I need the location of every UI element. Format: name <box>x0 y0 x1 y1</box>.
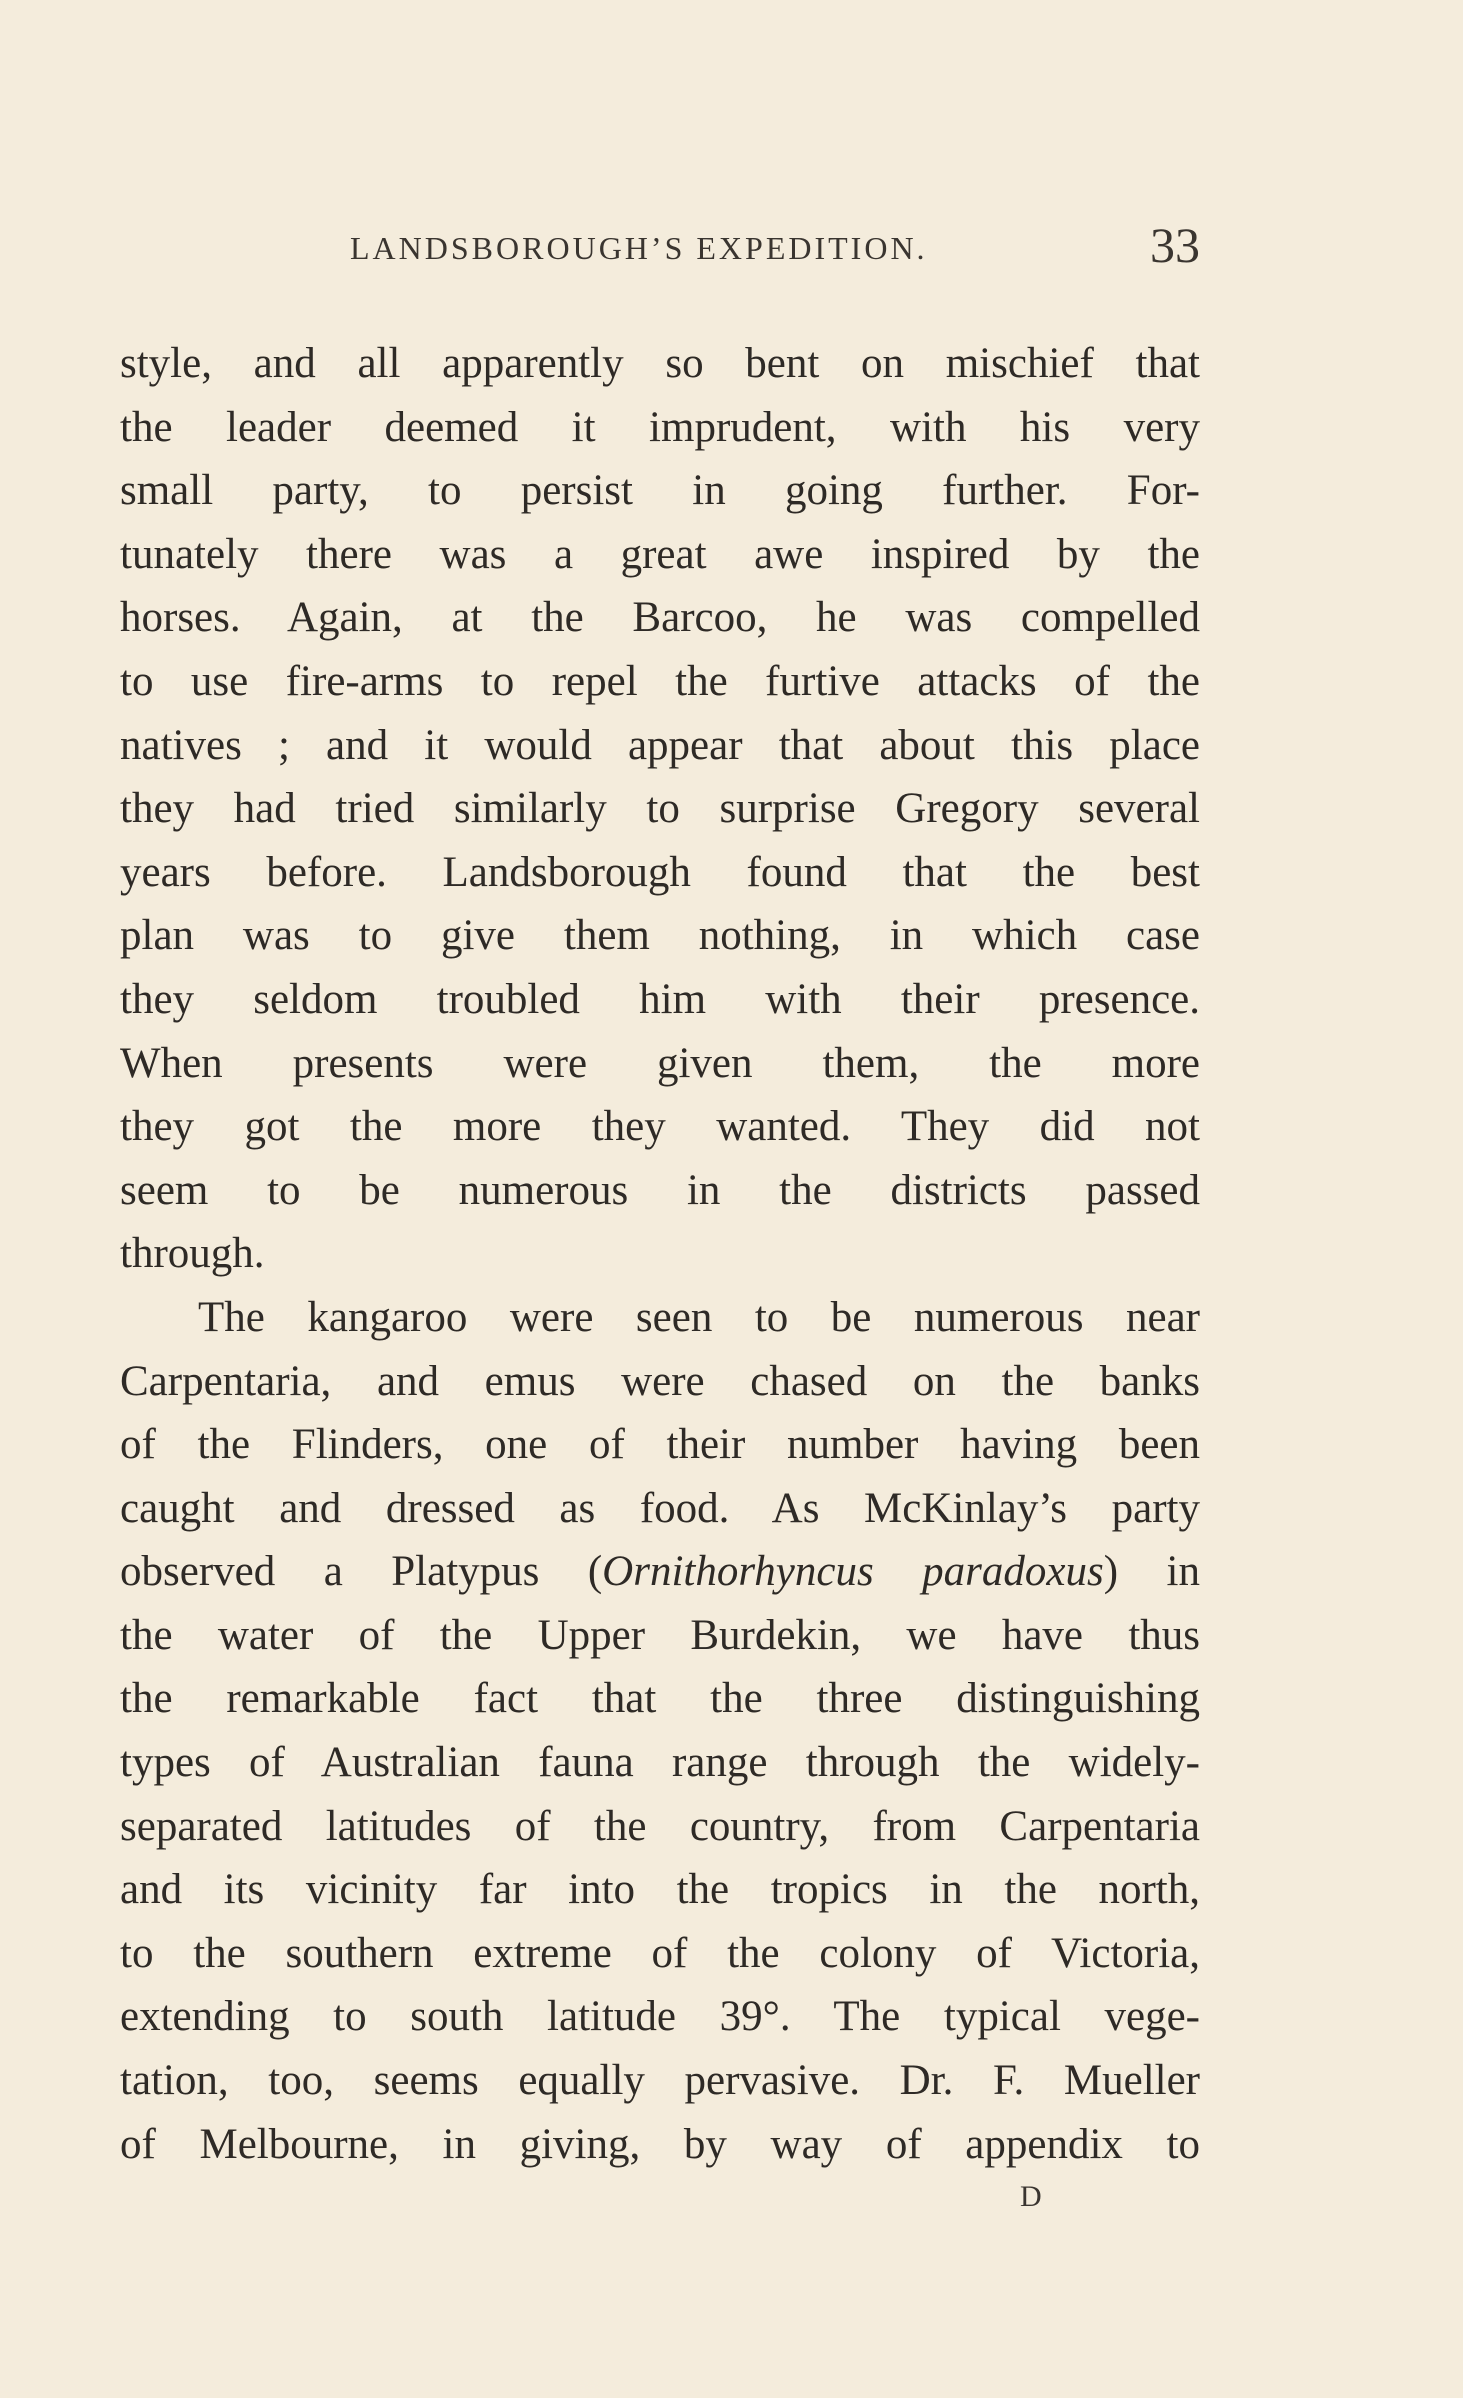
paragraph-1 <box>120 332 1200 1286</box>
text-line <box>120 1540 1200 1604</box>
species-name: Ornithorhyncus paradoxus <box>602 1548 1104 1596</box>
text-line: through. <box>120 1230 265 1278</box>
body-text <box>120 332 1200 2176</box>
text-line: they had tried similarly to surprise Gregory several <box>120 785 1200 833</box>
text-line: style, and all apparently so bent on mischief that <box>120 340 1200 387</box>
text-line: separated latitudes of the country, from Carpentaria <box>120 1802 1200 1850</box>
signature-mark: D <box>1020 2180 1044 2213</box>
text-line: types of Australian fauna range through the widely- <box>120 1739 1200 1787</box>
text-line: of the Flinders, one of their number having been <box>120 1421 1200 1469</box>
text-line: the remarkable fact that the three distinguishing <box>120 1675 1200 1723</box>
text-line: to the southern extreme of the colony of Victoria, <box>120 1929 1200 1977</box>
page-number: 33 <box>1150 217 1200 273</box>
text-line: When presents were given them, the more <box>120 1039 1200 1087</box>
text-line: seem to be numerous in the districts passed <box>120 1166 1200 1214</box>
text-line: to use fire-arms to repel the furtive attacks of the <box>120 657 1200 705</box>
running-head <box>120 217 1200 280</box>
text-line: natives ; and it would appear that about this place <box>120 721 1200 769</box>
text-line: Carpentaria, and emus were chased on the banks <box>120 1357 1200 1405</box>
text-line: caught and dressed as food. As McKinlay’s party <box>120 1484 1200 1532</box>
text-segment: ) in <box>1103 1548 1200 1596</box>
text-line: extending to south latitude 39°. The typical vege- <box>120 1993 1200 2041</box>
text-segment: observed a Platypus ( <box>120 1548 603 1596</box>
paragraph-2 <box>120 1286 1200 2176</box>
text-line: they seldom troubled him with their presence. <box>120 975 1200 1023</box>
text-line: the water of the Upper Burdekin, we have thus <box>120 1611 1200 1659</box>
text-line: years before. Landsborough found that the best <box>120 848 1200 896</box>
text-line: the leader deemed it imprudent, with his very <box>120 403 1200 451</box>
text-line: of Melbourne, in giving, by way of appendix to <box>120 2120 1200 2168</box>
text-line: small party, to persist in going further. For- <box>120 467 1200 515</box>
text-line: and its vicinity far into the tropics in the north, <box>120 1866 1200 1914</box>
running-title: LANDSBOROUGH’S EXPEDITION. <box>350 230 928 266</box>
text-line: tunately there was a great awe inspired by the <box>120 530 1200 578</box>
text-line: they got the more they wanted. They did not <box>120 1103 1200 1151</box>
text-line: horses. Again, at the Barcoo, he was compelled <box>120 594 1200 642</box>
text-line: The kangaroo were seen to be numerous near <box>198 1293 1200 1341</box>
text-line: plan was to give them nothing, in which case <box>120 912 1200 960</box>
text-line: tation, too, seems equally pervasive. Dr. F. Mueller <box>120 2057 1200 2105</box>
